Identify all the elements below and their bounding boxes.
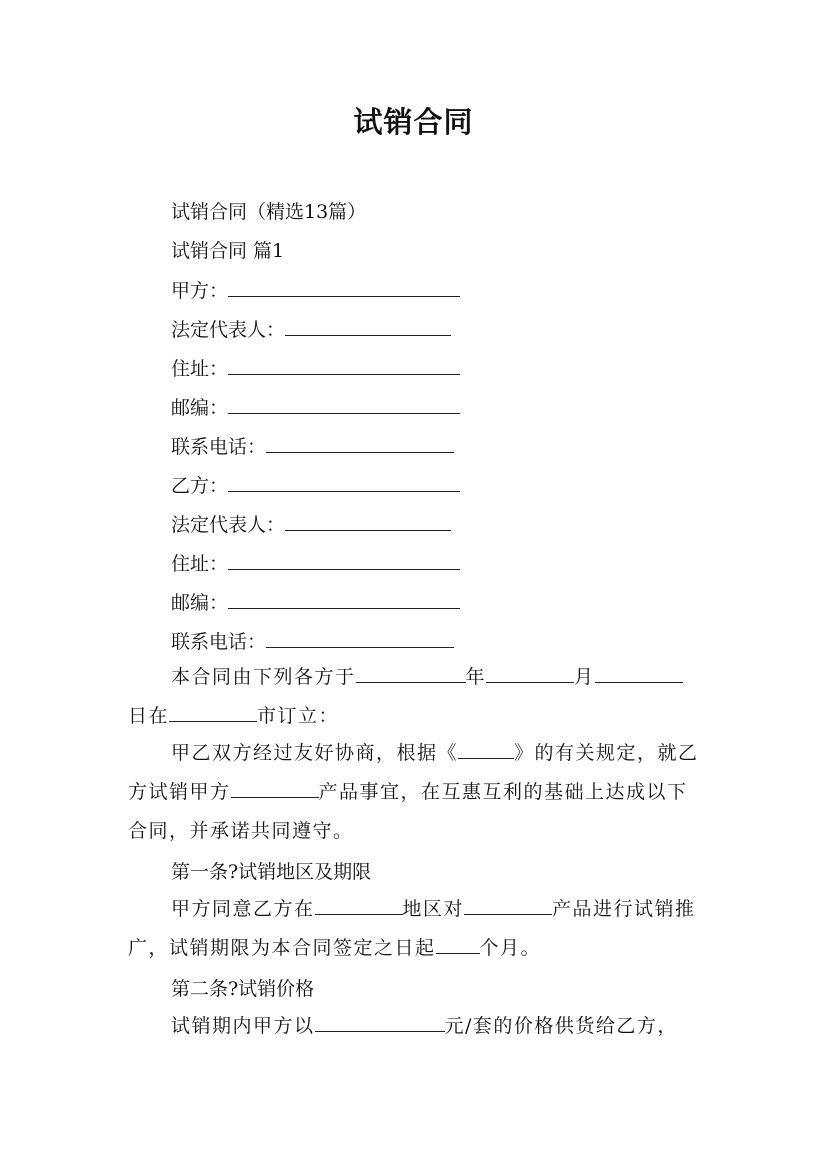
party-a-postcode-label: 邮编： — [171, 397, 229, 419]
article-1-paragraph — [128, 890, 703, 968]
party-b-address-field — [171, 551, 460, 576]
party-b-phone-label: 联系电话： — [171, 631, 267, 653]
blank-line — [228, 590, 460, 609]
party-b-rep-label: 法定代表人： — [171, 514, 286, 536]
blank-line — [436, 935, 480, 954]
text-span: 日在 — [128, 705, 170, 727]
blank-line — [231, 779, 319, 798]
blank-line — [595, 664, 683, 683]
text-span: 试销期内甲方以 — [171, 1015, 315, 1037]
section-heading: 试销合同 篇1 — [171, 240, 285, 262]
article-2-paragraph — [128, 1007, 703, 1046]
text-span: 本合同由下列各方于 — [171, 666, 356, 688]
party-b-address-label: 住址： — [171, 553, 229, 575]
article-2-heading: 第二条?试销价格 — [171, 978, 315, 1000]
party-b-name-field — [171, 473, 460, 498]
text-span: 产品进行试销推广，试销期限为本合同签定之日起 — [128, 898, 696, 959]
party-b-name-label: 乙方： — [171, 475, 229, 497]
party-a-phone-field — [171, 434, 454, 459]
blank-line — [228, 278, 460, 297]
blank-line — [266, 629, 454, 648]
text-span: 元/套的价格供货给乙方， — [444, 1015, 678, 1037]
text-span: 月 — [574, 666, 595, 688]
blank-line — [356, 664, 466, 683]
blank-line — [315, 1013, 445, 1032]
blank-line — [285, 317, 451, 336]
agreement-paragraph — [128, 734, 703, 851]
blank-line — [169, 703, 257, 722]
blank-line — [315, 896, 403, 915]
party-a-rep-label: 法定代表人： — [171, 319, 286, 341]
text-span: 年 — [465, 666, 487, 688]
text-span: 甲乙双方经过友好协商，根据《 — [171, 742, 459, 764]
party-b-postcode-field — [171, 590, 460, 615]
party-a-rep-field — [171, 317, 451, 342]
intro-line: 试销合同（精选13篇） — [171, 201, 367, 223]
text-span: 个月。 — [479, 937, 542, 959]
blank-line — [228, 473, 460, 492]
text-span: 市订立： — [257, 705, 340, 727]
party-a-name-label: 甲方： — [171, 280, 229, 302]
article-1-heading: 第一条?试销地区及期限 — [171, 861, 372, 883]
blank-line — [266, 434, 454, 453]
blank-line — [228, 356, 460, 375]
party-b-rep-field — [171, 512, 451, 537]
text-span: 地区对 — [402, 898, 465, 920]
blank-line — [464, 896, 552, 915]
party-a-postcode-field — [171, 395, 460, 420]
text-span: 甲方同意乙方在 — [171, 898, 315, 920]
blank-line — [285, 512, 451, 531]
party-a-phone-label: 联系电话： — [171, 436, 267, 458]
blank-line — [228, 395, 460, 414]
blank-line — [458, 740, 514, 759]
party-b-postcode-label: 邮编： — [171, 592, 229, 614]
party-a-address-label: 住址： — [171, 358, 229, 380]
party-a-name-field — [171, 278, 460, 303]
blank-line — [228, 551, 460, 570]
document-title: 试销合同 — [353, 105, 474, 139]
signing-paragraph — [128, 658, 703, 736]
text-span: 产品事宜，在互惠互利的基础上达成以下合同，并承诺共同遵守。 — [128, 781, 688, 842]
party-b-phone-field — [171, 629, 454, 654]
party-a-address-field — [171, 356, 460, 381]
blank-line — [486, 664, 574, 683]
text-span: 》的有关规定，就乙方试销甲方 — [128, 742, 699, 803]
